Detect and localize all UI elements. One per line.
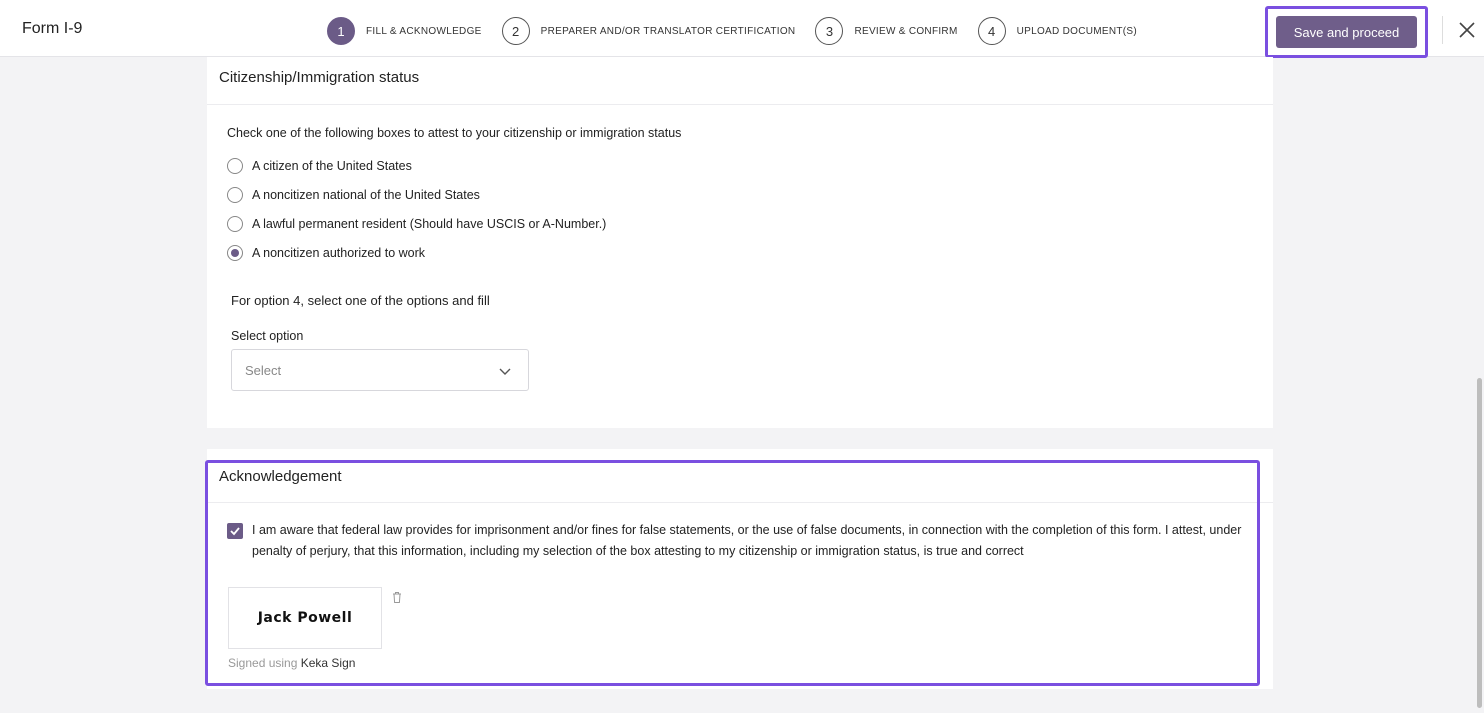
top-bar bbox=[0, 0, 1484, 57]
section-title: Citizenship/Immigration status bbox=[219, 69, 420, 86]
radio-label: A lawful permanent resident (Should have USCIS or A-Number.) bbox=[252, 217, 607, 231]
option-select-dropdown[interactable] bbox=[231, 349, 529, 391]
checkmark-icon bbox=[229, 525, 241, 537]
step-preparer-certification[interactable] bbox=[502, 17, 796, 45]
radio-option-citizen[interactable] bbox=[227, 158, 412, 174]
section-title: Acknowledgement bbox=[219, 468, 342, 485]
acknowledge-checkbox[interactable] bbox=[227, 523, 243, 539]
signed-using-note bbox=[228, 656, 355, 670]
divider bbox=[207, 104, 1273, 105]
step-number: 4 bbox=[978, 17, 1006, 45]
radio-option-authorized-to-work[interactable] bbox=[227, 245, 425, 261]
step-upload-documents[interactable] bbox=[978, 17, 1137, 45]
scrollbar-thumb[interactable] bbox=[1477, 378, 1482, 708]
step-review-confirm[interactable] bbox=[815, 17, 957, 45]
instruction-text: Check one of the following boxes to attest to your citizenship or immigration status bbox=[227, 126, 682, 140]
signed-brand: Keka Sign bbox=[300, 656, 356, 670]
acknowledgement-text: I am aware that federal law provides for imprisonment and/or fines for false statements, or the use of false documents, in connection with the completion of this form. I attest, under penalty of perjury, that this information, including my selection of the box attesting to my citizenship or immigration status, is true and correct bbox=[252, 523, 1242, 558]
select-placeholder: Select bbox=[245, 363, 282, 378]
signature: Jack Powell bbox=[257, 610, 353, 626]
form-title: Form I-9 bbox=[22, 20, 83, 37]
step-label: FILL & ACKNOWLEDGE bbox=[366, 25, 482, 37]
step-label: REVIEW & CONFIRM bbox=[854, 25, 958, 37]
save-highlight bbox=[1265, 6, 1428, 58]
signed-prefix: Signed using bbox=[228, 656, 298, 670]
radio-button[interactable] bbox=[227, 245, 243, 261]
radio-button[interactable] bbox=[227, 158, 243, 174]
step-label: PREPARER AND/OR TRANSLATOR CERTIFICATION bbox=[540, 25, 796, 37]
step-number: 1 bbox=[327, 17, 355, 45]
citizenship-section bbox=[207, 57, 1273, 428]
step-number: 2 bbox=[502, 17, 530, 45]
header-divider bbox=[1442, 16, 1443, 44]
chevron-down-icon bbox=[498, 364, 512, 378]
step-number: 3 bbox=[815, 17, 843, 45]
radio-button[interactable] bbox=[227, 216, 243, 232]
divider bbox=[207, 502, 1273, 503]
close-icon[interactable] bbox=[1457, 20, 1477, 40]
radio-label: A citizen of the United States bbox=[252, 159, 412, 173]
radio-label: A noncitizen authorized to work bbox=[252, 246, 426, 260]
trash-icon[interactable] bbox=[390, 590, 404, 604]
save-and-proceed-button[interactable]: Save and proceed bbox=[1276, 16, 1417, 48]
radio-button[interactable] bbox=[227, 187, 243, 203]
radio-option-noncitizen-national[interactable] bbox=[227, 187, 480, 203]
step-fill-acknowledge[interactable] bbox=[327, 17, 482, 45]
step-label: UPLOAD DOCUMENT(S) bbox=[1016, 25, 1137, 37]
option4-heading: For option 4, select one of the options and fill bbox=[231, 293, 490, 308]
select-option-label: Select option bbox=[231, 329, 304, 343]
signature-box bbox=[228, 587, 382, 649]
stepper bbox=[327, 17, 1157, 45]
acknowledgement-section bbox=[207, 449, 1273, 689]
radio-label: A noncitizen national of the United States bbox=[252, 188, 480, 202]
radio-option-permanent-resident[interactable] bbox=[227, 216, 606, 232]
